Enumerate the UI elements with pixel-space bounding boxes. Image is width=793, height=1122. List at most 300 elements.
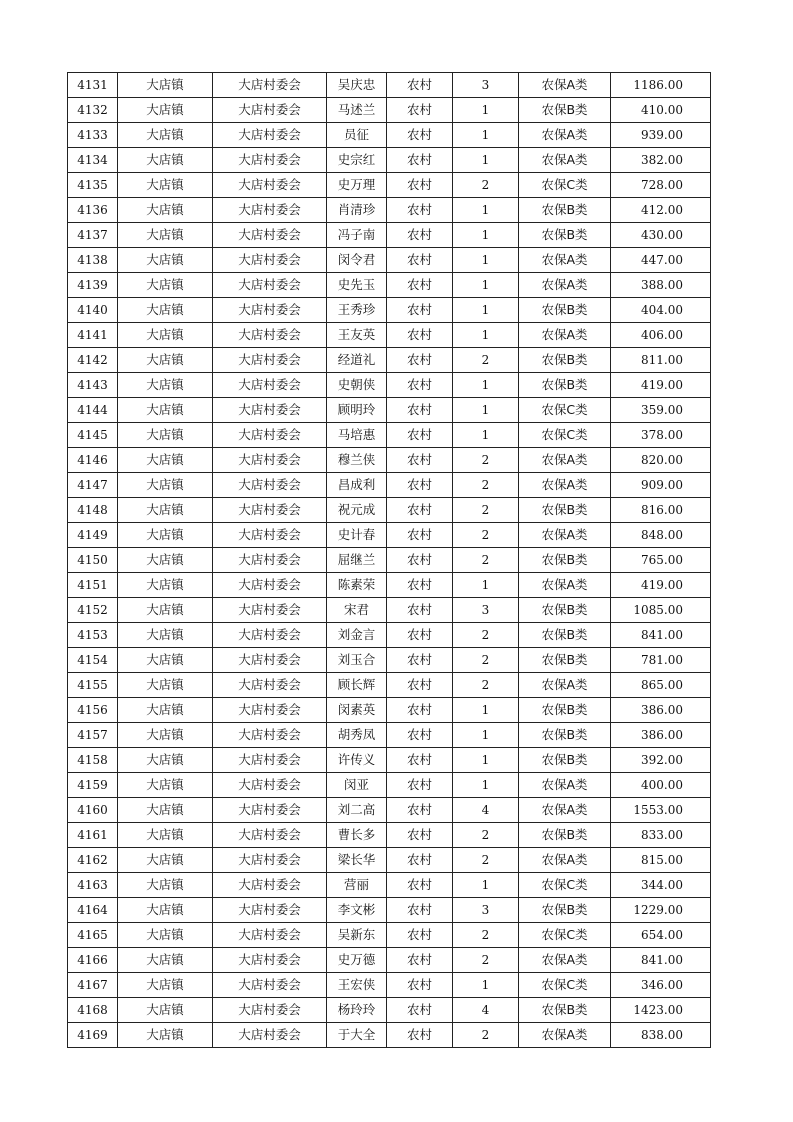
insurance-category-cell: 农保A类 — [519, 323, 611, 348]
record-number: 4150 — [68, 548, 118, 573]
town-cell: 大店镇 — [118, 298, 213, 323]
member-count-cell: 4 — [453, 998, 519, 1023]
member-count-cell: 1 — [453, 98, 519, 123]
amount-cell: 359.00 — [611, 398, 711, 423]
town-cell: 大店镇 — [118, 598, 213, 623]
town-cell: 大店镇 — [118, 523, 213, 548]
village-committee-cell: 大店村委会 — [213, 73, 327, 98]
member-count-cell: 1 — [453, 723, 519, 748]
record-number: 4133 — [68, 123, 118, 148]
record-number: 4165 — [68, 923, 118, 948]
person-name-cell: 闵素英 — [327, 698, 387, 723]
person-name-cell: 刘二高 — [327, 798, 387, 823]
member-count-cell: 2 — [453, 923, 519, 948]
table-row — [68, 898, 711, 923]
amount-cell: 820.00 — [611, 448, 711, 473]
town-cell: 大店镇 — [118, 898, 213, 923]
table-row — [68, 1023, 711, 1048]
table-row — [68, 223, 711, 248]
amount-cell: 406.00 — [611, 323, 711, 348]
table-row — [68, 548, 711, 573]
record-number: 4137 — [68, 223, 118, 248]
person-name-cell: 闵令君 — [327, 248, 387, 273]
table-row — [68, 348, 711, 373]
table-row — [68, 173, 711, 198]
member-count-cell: 1 — [453, 298, 519, 323]
member-count-cell: 2 — [453, 623, 519, 648]
person-name-cell: 曹长多 — [327, 823, 387, 848]
member-count-cell: 3 — [453, 73, 519, 98]
amount-cell: 419.00 — [611, 573, 711, 598]
amount-cell: 939.00 — [611, 123, 711, 148]
insurance-category-cell: 农保B类 — [519, 223, 611, 248]
insurance-category-cell: 农保B类 — [519, 998, 611, 1023]
town-cell: 大店镇 — [118, 348, 213, 373]
household-type-cell: 农村 — [387, 998, 453, 1023]
table-row — [68, 98, 711, 123]
record-number: 4157 — [68, 723, 118, 748]
member-count-cell: 1 — [453, 573, 519, 598]
town-cell: 大店镇 — [118, 798, 213, 823]
person-name-cell: 许传义 — [327, 748, 387, 773]
member-count-cell: 1 — [453, 748, 519, 773]
village-committee-cell: 大店村委会 — [213, 298, 327, 323]
village-committee-cell: 大店村委会 — [213, 923, 327, 948]
person-name-cell: 马培惠 — [327, 423, 387, 448]
table-row — [68, 773, 711, 798]
insurance-category-cell: 农保B类 — [519, 898, 611, 923]
amount-cell: 909.00 — [611, 473, 711, 498]
household-type-cell: 农村 — [387, 298, 453, 323]
person-name-cell: 员征 — [327, 123, 387, 148]
record-number: 4163 — [68, 873, 118, 898]
amount-cell: 848.00 — [611, 523, 711, 548]
town-cell: 大店镇 — [118, 198, 213, 223]
household-type-cell: 农村 — [387, 923, 453, 948]
insurance-category-cell: 农保B类 — [519, 198, 611, 223]
table-row — [68, 723, 711, 748]
record-number: 4139 — [68, 273, 118, 298]
village-committee-cell: 大店村委会 — [213, 423, 327, 448]
village-committee-cell: 大店村委会 — [213, 448, 327, 473]
record-number: 4143 — [68, 373, 118, 398]
town-cell: 大店镇 — [118, 273, 213, 298]
table-row — [68, 948, 711, 973]
village-committee-cell: 大店村委会 — [213, 623, 327, 648]
insurance-category-cell: 农保C类 — [519, 398, 611, 423]
person-name-cell: 史宗红 — [327, 148, 387, 173]
village-committee-cell: 大店村委会 — [213, 873, 327, 898]
person-name-cell: 王友英 — [327, 323, 387, 348]
town-cell: 大店镇 — [118, 923, 213, 948]
person-name-cell: 宋君 — [327, 598, 387, 623]
town-cell: 大店镇 — [118, 398, 213, 423]
amount-cell: 412.00 — [611, 198, 711, 223]
village-committee-cell: 大店村委会 — [213, 798, 327, 823]
village-committee-cell: 大店村委会 — [213, 148, 327, 173]
amount-cell: 346.00 — [611, 973, 711, 998]
town-cell: 大店镇 — [118, 248, 213, 273]
household-type-cell: 农村 — [387, 823, 453, 848]
village-committee-cell: 大店村委会 — [213, 573, 327, 598]
amount-cell: 815.00 — [611, 848, 711, 873]
village-committee-cell: 大店村委会 — [213, 1023, 327, 1048]
table-row — [68, 648, 711, 673]
insurance-category-cell: 农保A类 — [519, 248, 611, 273]
member-count-cell: 2 — [453, 648, 519, 673]
insurance-category-cell: 农保B类 — [519, 373, 611, 398]
household-type-cell: 农村 — [387, 223, 453, 248]
insurance-category-cell: 农保B类 — [519, 698, 611, 723]
town-cell: 大店镇 — [118, 123, 213, 148]
insurance-category-cell: 农保B类 — [519, 298, 611, 323]
household-type-cell: 农村 — [387, 873, 453, 898]
table-row — [68, 423, 711, 448]
record-number: 4169 — [68, 1023, 118, 1048]
table-row — [68, 448, 711, 473]
record-number: 4135 — [68, 173, 118, 198]
member-count-cell: 2 — [453, 173, 519, 198]
member-count-cell: 1 — [453, 698, 519, 723]
village-committee-cell: 大店村委会 — [213, 973, 327, 998]
town-cell: 大店镇 — [118, 73, 213, 98]
person-name-cell: 穆兰侠 — [327, 448, 387, 473]
member-count-cell: 4 — [453, 798, 519, 823]
table-row — [68, 298, 711, 323]
record-number: 4164 — [68, 898, 118, 923]
amount-cell: 841.00 — [611, 623, 711, 648]
household-type-cell: 农村 — [387, 323, 453, 348]
record-number: 4151 — [68, 573, 118, 598]
household-type-cell: 农村 — [387, 623, 453, 648]
town-cell: 大店镇 — [118, 873, 213, 898]
record-number: 4152 — [68, 598, 118, 623]
table-row — [68, 998, 711, 1023]
village-committee-cell: 大店村委会 — [213, 398, 327, 423]
person-name-cell: 史万德 — [327, 948, 387, 973]
amount-cell: 781.00 — [611, 648, 711, 673]
village-committee-cell: 大店村委会 — [213, 348, 327, 373]
member-count-cell: 2 — [453, 823, 519, 848]
insurance-category-cell: 农保A类 — [519, 448, 611, 473]
table-row — [68, 848, 711, 873]
insurance-category-cell: 农保C类 — [519, 973, 611, 998]
person-name-cell: 刘金言 — [327, 623, 387, 648]
insurance-category-cell: 农保B类 — [519, 723, 611, 748]
person-name-cell: 刘玉合 — [327, 648, 387, 673]
record-number: 4145 — [68, 423, 118, 448]
insurance-category-cell: 农保A类 — [519, 73, 611, 98]
household-type-cell: 农村 — [387, 398, 453, 423]
person-name-cell: 王秀珍 — [327, 298, 387, 323]
household-type-cell: 农村 — [387, 448, 453, 473]
record-number: 4161 — [68, 823, 118, 848]
insurance-category-cell: 农保A类 — [519, 273, 611, 298]
insurance-category-cell: 农保A类 — [519, 148, 611, 173]
member-count-cell: 3 — [453, 898, 519, 923]
record-number: 4168 — [68, 998, 118, 1023]
record-number: 4148 — [68, 498, 118, 523]
amount-cell: 344.00 — [611, 873, 711, 898]
table-row — [68, 73, 711, 98]
household-type-cell: 农村 — [387, 198, 453, 223]
amount-cell: 404.00 — [611, 298, 711, 323]
insurance-category-cell: 农保B类 — [519, 348, 611, 373]
member-count-cell: 1 — [453, 398, 519, 423]
person-name-cell: 昌成利 — [327, 473, 387, 498]
household-type-cell: 农村 — [387, 548, 453, 573]
record-number: 4134 — [68, 148, 118, 173]
person-name-cell: 王宏侠 — [327, 973, 387, 998]
record-number: 4167 — [68, 973, 118, 998]
table-body — [68, 73, 711, 1048]
person-name-cell: 冯子南 — [327, 223, 387, 248]
town-cell: 大店镇 — [118, 698, 213, 723]
record-number: 4166 — [68, 948, 118, 973]
record-number: 4149 — [68, 523, 118, 548]
village-committee-cell: 大店村委会 — [213, 173, 327, 198]
insurance-category-cell: 农保B类 — [519, 98, 611, 123]
amount-cell: 1186.00 — [611, 73, 711, 98]
village-committee-cell: 大店村委会 — [213, 123, 327, 148]
member-count-cell: 3 — [453, 598, 519, 623]
insurance-category-cell: 农保A类 — [519, 948, 611, 973]
table-row — [68, 573, 711, 598]
person-name-cell: 史计春 — [327, 523, 387, 548]
household-type-cell: 农村 — [387, 148, 453, 173]
person-name-cell: 闵亚 — [327, 773, 387, 798]
household-type-cell: 农村 — [387, 73, 453, 98]
household-type-cell: 农村 — [387, 698, 453, 723]
record-number: 4144 — [68, 398, 118, 423]
person-name-cell: 史先玉 — [327, 273, 387, 298]
household-type-cell: 农村 — [387, 973, 453, 998]
member-count-cell: 2 — [453, 523, 519, 548]
village-committee-cell: 大店村委会 — [213, 248, 327, 273]
amount-cell: 410.00 — [611, 98, 711, 123]
town-cell: 大店镇 — [118, 773, 213, 798]
person-name-cell: 胡秀凤 — [327, 723, 387, 748]
table-row — [68, 498, 711, 523]
member-count-cell: 1 — [453, 773, 519, 798]
table-row — [68, 373, 711, 398]
record-number: 4131 — [68, 73, 118, 98]
household-type-cell: 农村 — [387, 523, 453, 548]
amount-cell: 392.00 — [611, 748, 711, 773]
table-row — [68, 523, 711, 548]
member-count-cell: 2 — [453, 498, 519, 523]
table-row — [68, 673, 711, 698]
table-row — [68, 123, 711, 148]
insurance-category-cell: 农保A类 — [519, 573, 611, 598]
record-number: 4159 — [68, 773, 118, 798]
person-name-cell: 史朝侠 — [327, 373, 387, 398]
insurance-category-cell: 农保B类 — [519, 623, 611, 648]
member-count-cell: 1 — [453, 273, 519, 298]
town-cell: 大店镇 — [118, 998, 213, 1023]
village-committee-cell: 大店村委会 — [213, 773, 327, 798]
person-name-cell: 于大全 — [327, 1023, 387, 1048]
person-name-cell: 经道礼 — [327, 348, 387, 373]
household-type-cell: 农村 — [387, 498, 453, 523]
person-name-cell: 祝元成 — [327, 498, 387, 523]
amount-cell: 400.00 — [611, 773, 711, 798]
person-name-cell: 顾长辉 — [327, 673, 387, 698]
town-cell: 大店镇 — [118, 373, 213, 398]
member-count-cell: 1 — [453, 423, 519, 448]
table-row — [68, 623, 711, 648]
member-count-cell: 1 — [453, 248, 519, 273]
insurance-category-cell: 农保B类 — [519, 748, 611, 773]
village-committee-cell: 大店村委会 — [213, 748, 327, 773]
amount-cell: 388.00 — [611, 273, 711, 298]
village-committee-cell: 大店村委会 — [213, 673, 327, 698]
household-type-cell: 农村 — [387, 948, 453, 973]
town-cell: 大店镇 — [118, 623, 213, 648]
amount-cell: 865.00 — [611, 673, 711, 698]
insurance-category-cell: 农保B类 — [519, 498, 611, 523]
household-type-cell: 农村 — [387, 723, 453, 748]
household-type-cell: 农村 — [387, 773, 453, 798]
insurance-category-cell: 农保A类 — [519, 1023, 611, 1048]
village-committee-cell: 大店村委会 — [213, 648, 327, 673]
household-type-cell: 农村 — [387, 848, 453, 873]
village-committee-cell: 大店村委会 — [213, 498, 327, 523]
household-type-cell: 农村 — [387, 673, 453, 698]
amount-cell: 838.00 — [611, 1023, 711, 1048]
town-cell: 大店镇 — [118, 98, 213, 123]
member-count-cell: 2 — [453, 448, 519, 473]
member-count-cell: 1 — [453, 198, 519, 223]
town-cell: 大店镇 — [118, 548, 213, 573]
household-type-cell: 农村 — [387, 598, 453, 623]
insurance-category-cell: 农保C类 — [519, 423, 611, 448]
insurance-category-cell: 农保B类 — [519, 548, 611, 573]
amount-cell: 765.00 — [611, 548, 711, 573]
insurance-category-cell: 农保B类 — [519, 598, 611, 623]
record-number: 4158 — [68, 748, 118, 773]
insurance-category-cell: 农保A类 — [519, 523, 611, 548]
table-row — [68, 748, 711, 773]
town-cell: 大店镇 — [118, 648, 213, 673]
household-type-cell: 农村 — [387, 348, 453, 373]
amount-cell: 654.00 — [611, 923, 711, 948]
amount-cell: 1423.00 — [611, 998, 711, 1023]
insurance-category-cell: 农保A类 — [519, 773, 611, 798]
village-committee-cell: 大店村委会 — [213, 898, 327, 923]
village-committee-cell: 大店村委会 — [213, 998, 327, 1023]
village-committee-cell: 大店村委会 — [213, 823, 327, 848]
person-name-cell: 杨玲玲 — [327, 998, 387, 1023]
record-number: 4136 — [68, 198, 118, 223]
member-count-cell: 1 — [453, 973, 519, 998]
amount-cell: 1085.00 — [611, 598, 711, 623]
insurance-category-cell: 农保C类 — [519, 173, 611, 198]
person-name-cell: 史万理 — [327, 173, 387, 198]
record-number: 4155 — [68, 673, 118, 698]
household-type-cell: 农村 — [387, 98, 453, 123]
household-type-cell: 农村 — [387, 473, 453, 498]
amount-cell: 386.00 — [611, 723, 711, 748]
town-cell: 大店镇 — [118, 498, 213, 523]
village-committee-cell: 大店村委会 — [213, 523, 327, 548]
table-row — [68, 973, 711, 998]
person-name-cell: 陈素荣 — [327, 573, 387, 598]
amount-cell: 728.00 — [611, 173, 711, 198]
person-name-cell: 马述兰 — [327, 98, 387, 123]
member-count-cell: 2 — [453, 848, 519, 873]
town-cell: 大店镇 — [118, 948, 213, 973]
amount-cell: 811.00 — [611, 348, 711, 373]
town-cell: 大店镇 — [118, 973, 213, 998]
person-name-cell: 肖清珍 — [327, 198, 387, 223]
amount-cell: 1229.00 — [611, 898, 711, 923]
village-committee-cell: 大店村委会 — [213, 548, 327, 573]
table-row — [68, 873, 711, 898]
village-committee-cell: 大店村委会 — [213, 598, 327, 623]
insurance-category-cell: 农保A类 — [519, 673, 611, 698]
insurance-category-cell: 农保A类 — [519, 123, 611, 148]
town-cell: 大店镇 — [118, 473, 213, 498]
village-committee-cell: 大店村委会 — [213, 323, 327, 348]
record-number: 4141 — [68, 323, 118, 348]
town-cell: 大店镇 — [118, 1023, 213, 1048]
amount-cell: 382.00 — [611, 148, 711, 173]
amount-cell: 378.00 — [611, 423, 711, 448]
table-row — [68, 273, 711, 298]
town-cell: 大店镇 — [118, 573, 213, 598]
household-type-cell: 农村 — [387, 248, 453, 273]
member-count-cell: 2 — [453, 348, 519, 373]
member-count-cell: 1 — [453, 373, 519, 398]
village-committee-cell: 大店村委会 — [213, 698, 327, 723]
household-type-cell: 农村 — [387, 423, 453, 448]
town-cell: 大店镇 — [118, 823, 213, 848]
person-name-cell: 吴新东 — [327, 923, 387, 948]
household-type-cell: 农村 — [387, 273, 453, 298]
member-count-cell: 1 — [453, 148, 519, 173]
member-count-cell: 2 — [453, 1023, 519, 1048]
amount-cell: 386.00 — [611, 698, 711, 723]
amount-cell: 419.00 — [611, 373, 711, 398]
insurance-category-cell: 农保C类 — [519, 873, 611, 898]
record-number: 4162 — [68, 848, 118, 873]
table-row — [68, 248, 711, 273]
table-row — [68, 198, 711, 223]
person-name-cell: 梁长华 — [327, 848, 387, 873]
village-committee-cell: 大店村委会 — [213, 223, 327, 248]
town-cell: 大店镇 — [118, 723, 213, 748]
town-cell: 大店镇 — [118, 848, 213, 873]
table-row — [68, 598, 711, 623]
table-row — [68, 698, 711, 723]
town-cell: 大店镇 — [118, 323, 213, 348]
record-number: 4132 — [68, 98, 118, 123]
person-name-cell: 吴庆忠 — [327, 73, 387, 98]
amount-cell: 1553.00 — [611, 798, 711, 823]
town-cell: 大店镇 — [118, 173, 213, 198]
record-number: 4156 — [68, 698, 118, 723]
town-cell: 大店镇 — [118, 223, 213, 248]
table-row — [68, 923, 711, 948]
village-committee-cell: 大店村委会 — [213, 273, 327, 298]
village-committee-cell: 大店村委会 — [213, 473, 327, 498]
record-number: 4147 — [68, 473, 118, 498]
town-cell: 大店镇 — [118, 748, 213, 773]
household-type-cell: 农村 — [387, 373, 453, 398]
household-type-cell: 农村 — [387, 573, 453, 598]
village-committee-cell: 大店村委会 — [213, 848, 327, 873]
